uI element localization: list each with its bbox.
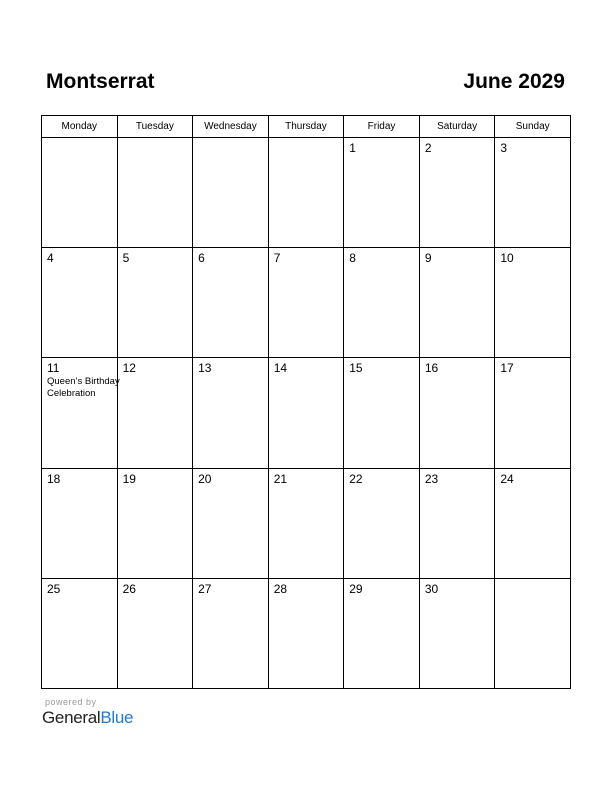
- weekday-header: Thursday: [268, 116, 344, 138]
- day-cell: [344, 248, 420, 358]
- country-title: Montserrat: [46, 70, 155, 93]
- day-cell: [268, 138, 344, 248]
- day-number: 7: [273, 251, 281, 266]
- day-number: 16: [424, 361, 439, 376]
- logo-blue-text: Blue: [100, 708, 134, 727]
- day-cell: [344, 138, 420, 248]
- day-cell: [344, 468, 420, 578]
- day-cell: [344, 358, 420, 468]
- day-number: 25: [47, 581, 61, 596]
- footer-branding: [42, 697, 133, 728]
- day-cell: [117, 358, 193, 468]
- day-cell: [42, 578, 118, 688]
- day-number: 24: [500, 471, 514, 486]
- day-number: 21: [273, 471, 288, 486]
- day-number: 4: [47, 251, 54, 266]
- calendar-grid: [41, 115, 571, 689]
- day-cell: [42, 248, 118, 358]
- weekday-header: Monday: [42, 116, 118, 138]
- day-number: 26: [122, 581, 136, 596]
- day-cell: [117, 138, 193, 248]
- day-number: 17: [500, 361, 514, 376]
- week-row: [42, 138, 571, 248]
- day-number: 29: [349, 581, 363, 596]
- day-cell: [193, 468, 269, 578]
- day-number: 10: [500, 251, 514, 266]
- day-number: 6: [198, 251, 205, 266]
- day-cell: [495, 578, 571, 688]
- day-cell: [117, 578, 193, 688]
- day-cell: [193, 248, 269, 358]
- day-cell: [268, 358, 344, 468]
- day-cell: [42, 468, 118, 578]
- day-cell: [344, 578, 420, 688]
- day-cell: [268, 578, 344, 688]
- day-cell: [495, 468, 571, 578]
- day-cell: [268, 248, 344, 358]
- day-number: 18: [47, 471, 61, 486]
- day-cell: [42, 358, 118, 468]
- day-cell: [419, 358, 495, 468]
- day-number: [42, 138, 117, 141]
- logo-general-text: General: [42, 708, 101, 727]
- day-number: 2: [424, 141, 432, 155]
- day-number: 3: [500, 141, 508, 155]
- day-cell: [495, 358, 571, 468]
- day-cell: [268, 468, 344, 578]
- day-cell: [419, 248, 495, 358]
- generalblue-logo[interactable]: [42, 708, 133, 728]
- day-number: [495, 579, 570, 582]
- weekday-header: Saturday: [419, 116, 495, 138]
- day-number: [118, 138, 193, 141]
- day-cell: [419, 578, 495, 688]
- day-number: 27: [198, 581, 212, 596]
- week-row: [42, 248, 571, 358]
- week-row: [42, 578, 571, 688]
- powered-by-text: powered by: [45, 697, 97, 707]
- weekday-header: Tuesday: [117, 116, 193, 138]
- week-row: [42, 358, 571, 468]
- day-number: 22: [349, 471, 363, 486]
- day-number: 13: [198, 361, 212, 376]
- day-number: 8: [349, 251, 356, 266]
- day-cell: [495, 138, 571, 248]
- day-number: 19: [122, 471, 136, 486]
- day-number: 20: [198, 471, 212, 486]
- week-row: [42, 468, 571, 578]
- day-cell: [42, 138, 118, 248]
- day-number: 15: [349, 361, 363, 376]
- weekday-header: Sunday: [495, 116, 571, 138]
- day-cell: [419, 468, 495, 578]
- weekday-header: Wednesday: [193, 116, 269, 138]
- day-number: 14: [273, 361, 288, 376]
- day-cell: [193, 138, 269, 248]
- day-number: 5: [122, 251, 130, 266]
- day-cell: [117, 248, 193, 358]
- day-number: 30: [424, 581, 439, 596]
- day-cell: [419, 138, 495, 248]
- day-cell: [193, 578, 269, 688]
- holiday-label: Queen’s Birthday Celebration: [47, 376, 120, 400]
- day-number: 1: [349, 141, 356, 155]
- weekday-header-row: [42, 116, 571, 138]
- day-cell: [193, 358, 269, 468]
- day-number: 28: [273, 581, 288, 596]
- day-number: [269, 138, 344, 141]
- month-year-title: June 2029: [463, 70, 565, 93]
- day-cell: [495, 248, 571, 358]
- day-number: 11: [47, 361, 60, 376]
- day-number: 9: [424, 251, 432, 266]
- weekday-header: Friday: [344, 116, 420, 138]
- day-number: 12: [122, 361, 136, 376]
- day-cell: [117, 468, 193, 578]
- day-number: 23: [424, 471, 439, 486]
- day-number: [193, 138, 268, 141]
